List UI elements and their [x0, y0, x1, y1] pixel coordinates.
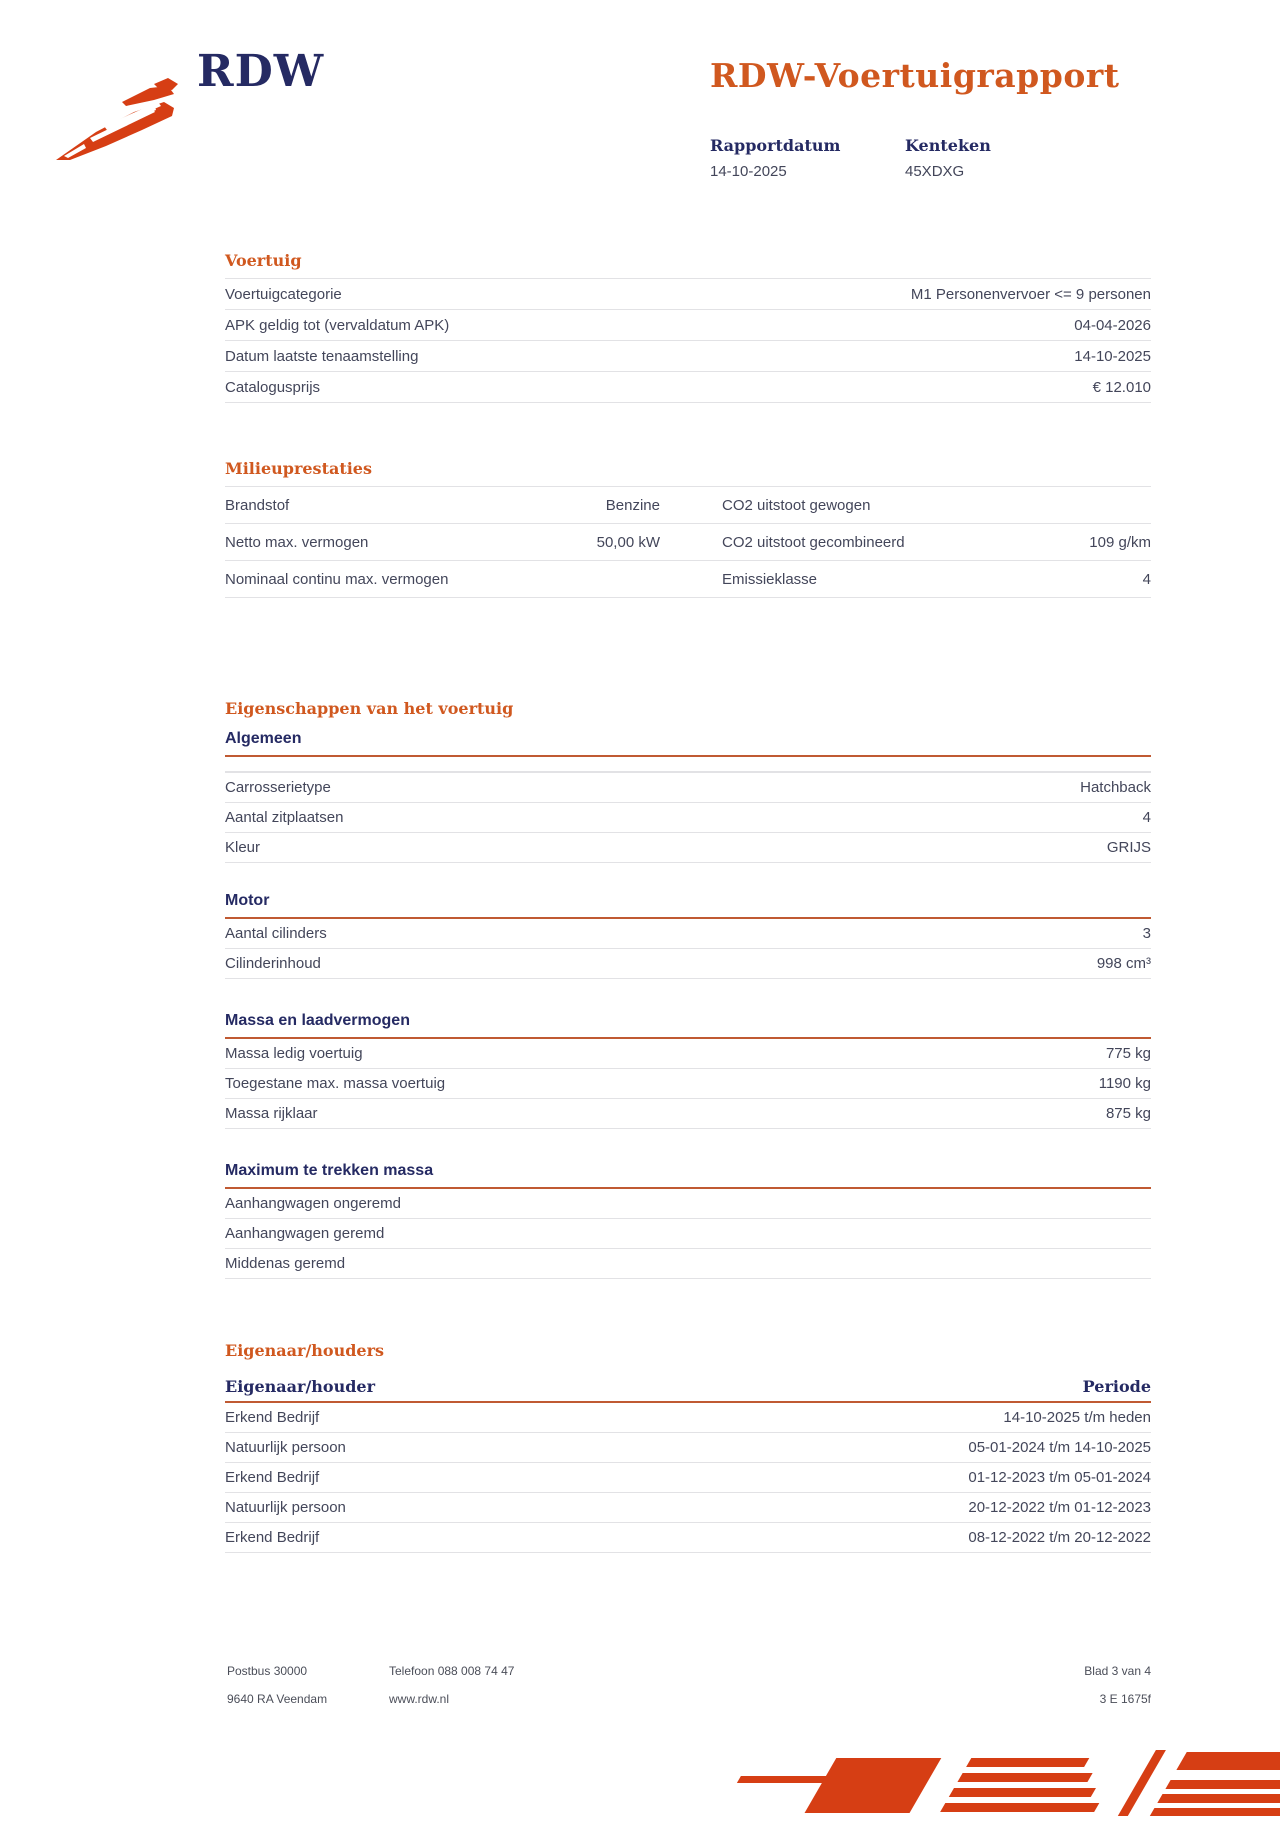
row-value: 4 [1142, 809, 1151, 826]
table-row [225, 919, 1151, 948]
row-value: 875 kg [1105, 1105, 1151, 1122]
row-label: Aanhangwagen ongeremd [225, 1195, 401, 1212]
page-title: RDW-Voertuigrapport [710, 56, 1120, 95]
row-label: Datum laatste tenaamstelling [225, 347, 419, 365]
motor-table [225, 919, 1151, 979]
table-row [225, 802, 1151, 832]
table-row [225, 1098, 1151, 1128]
section-massa [225, 1010, 1151, 1129]
section-heading: Eigenaar/houders [225, 1341, 385, 1360]
subsection-heading-algemeen: Algemeen [225, 728, 1151, 757]
row-label: Catalogusprijs [225, 378, 321, 396]
footer-phone: Telefoon 088 008 74 47 [389, 1664, 515, 1678]
table-row [225, 1248, 1151, 1278]
table-row [225, 1218, 1151, 1248]
row-label: CO2 uitstoot gecombineerd [722, 533, 905, 551]
row-value: Hatchback [1080, 779, 1151, 796]
section-heading: Milieuprestaties [225, 459, 372, 478]
table-row [225, 560, 1151, 597]
row-value: M1 Personenvervoer <= 9 personen [910, 285, 1151, 303]
period-cell: 14-10-2025 t/m heden [1003, 1409, 1151, 1426]
row-label: Nominaal continu max. vermogen [225, 570, 449, 588]
row-value: 14-10-2025 [1074, 347, 1151, 365]
section-motor [225, 890, 1151, 979]
row-label: Cilinderinhoud [225, 955, 321, 972]
table-row [225, 1432, 1151, 1462]
table-row [225, 1492, 1151, 1522]
row-value: 3 [1142, 925, 1151, 942]
section-heading: Eigenschappen van het voertuig [225, 699, 514, 718]
subsection-heading-motor: Motor [225, 890, 1151, 919]
table-row [225, 523, 1151, 560]
row-label: Carrosserietype [225, 779, 331, 796]
row-label: Kleur [225, 839, 261, 856]
license-plate-label: Kenteken [905, 136, 991, 155]
table-row [225, 278, 1151, 309]
trekken-table [225, 1189, 1151, 1279]
period-cell: 08-12-2022 t/m 20-12-2022 [968, 1529, 1151, 1546]
massa-table [225, 1039, 1151, 1129]
table-row [225, 948, 1151, 978]
section-voertuig [225, 250, 1151, 403]
row-value: Benzine [605, 496, 660, 514]
column-header-owner: Eigenaar/houder [225, 1377, 376, 1396]
column-header-period: Periode [1082, 1377, 1151, 1396]
row-label: Brandstof [225, 496, 290, 514]
row-label: Aantal cilinders [225, 925, 327, 942]
table-row [225, 1068, 1151, 1098]
table-row [225, 1189, 1151, 1218]
table-row [225, 832, 1151, 862]
section-eigenschappen [225, 698, 1151, 863]
license-plate-value: 45XDXG [905, 163, 965, 180]
subsection-heading-trekken: Maximum te trekken massa [225, 1160, 1151, 1189]
footer-form-code: 3 E 1675f [1099, 1692, 1151, 1706]
table-row [225, 1039, 1151, 1068]
owner-cell: Erkend Bedrijf [225, 1529, 320, 1546]
table-row [225, 772, 1151, 802]
table-row [225, 1462, 1151, 1492]
row-value: 50,00 kW [596, 533, 660, 551]
report-date-value: 14-10-2025 [710, 163, 787, 180]
voertuig-table [225, 278, 1151, 403]
footer-website: www.rdw.nl [389, 1692, 450, 1706]
row-label: Massa ledig voertuig [225, 1045, 363, 1062]
report-date-label: Rapportdatum [710, 136, 841, 155]
row-label: Emissieklasse [722, 570, 818, 588]
section-heading: Voertuig [225, 251, 302, 270]
row-value: 1190 kg [1098, 1075, 1151, 1092]
row-label: Massa rijklaar [225, 1105, 318, 1122]
rdw-wing-icon [54, 74, 182, 164]
footer-address-line1: Postbus 30000 [227, 1664, 308, 1678]
row-value: 04-04-2026 [1074, 316, 1151, 334]
owner-cell: Natuurlijk persoon [225, 1439, 346, 1456]
row-label: Aanhangwagen geremd [225, 1225, 385, 1242]
table-row [225, 309, 1151, 340]
owners-table [225, 1403, 1151, 1553]
row-value: 109 g/km [1089, 533, 1151, 551]
section-eigenaar-houders [225, 1340, 1151, 1553]
row-value: 998 cm³ [1096, 955, 1151, 972]
footer-address-line2: 9640 RA Veendam [227, 1692, 328, 1706]
period-cell: 20-12-2022 t/m 01-12-2023 [968, 1499, 1151, 1516]
table-row [225, 371, 1151, 402]
milieu-table [225, 486, 1151, 598]
row-value: 4 [1142, 570, 1151, 588]
row-label: Middenas geremd [225, 1255, 346, 1272]
section-trekken-massa [225, 1160, 1151, 1279]
algemeen-table [225, 771, 1151, 863]
row-value: € 12.010 [1092, 378, 1151, 396]
table-row [225, 486, 1151, 523]
footer-flag-graphic-icon [716, 1736, 1280, 1816]
footer-page-indicator: Blad 3 van 4 [1084, 1664, 1151, 1678]
row-label: Toegestane max. massa voertuig [225, 1075, 446, 1092]
table-row [225, 1403, 1151, 1432]
row-label: APK geldig tot (vervaldatum APK) [225, 316, 450, 334]
table-row [225, 1522, 1151, 1552]
owner-cell: Erkend Bedrijf [225, 1409, 320, 1426]
row-label: Aantal zitplaatsen [225, 809, 344, 826]
section-milieuprestaties [225, 458, 1151, 598]
owners-table-header [225, 1368, 1151, 1403]
owner-cell: Erkend Bedrijf [225, 1469, 320, 1486]
row-value: 775 kg [1105, 1045, 1151, 1062]
row-label: Voertuigcategorie [225, 285, 342, 303]
period-cell: 05-01-2024 t/m 14-10-2025 [968, 1439, 1151, 1456]
period-cell: 01-12-2023 t/m 05-01-2024 [968, 1469, 1151, 1486]
rdw-logo-text: RDW [197, 46, 325, 97]
owner-cell: Natuurlijk persoon [225, 1499, 346, 1516]
table-row [225, 340, 1151, 371]
subsection-heading-massa: Massa en laadvermogen [225, 1010, 1151, 1039]
row-label: CO2 uitstoot gewogen [722, 496, 871, 514]
row-label: Netto max. vermogen [225, 533, 369, 551]
row-value: GRIJS [1106, 839, 1151, 856]
